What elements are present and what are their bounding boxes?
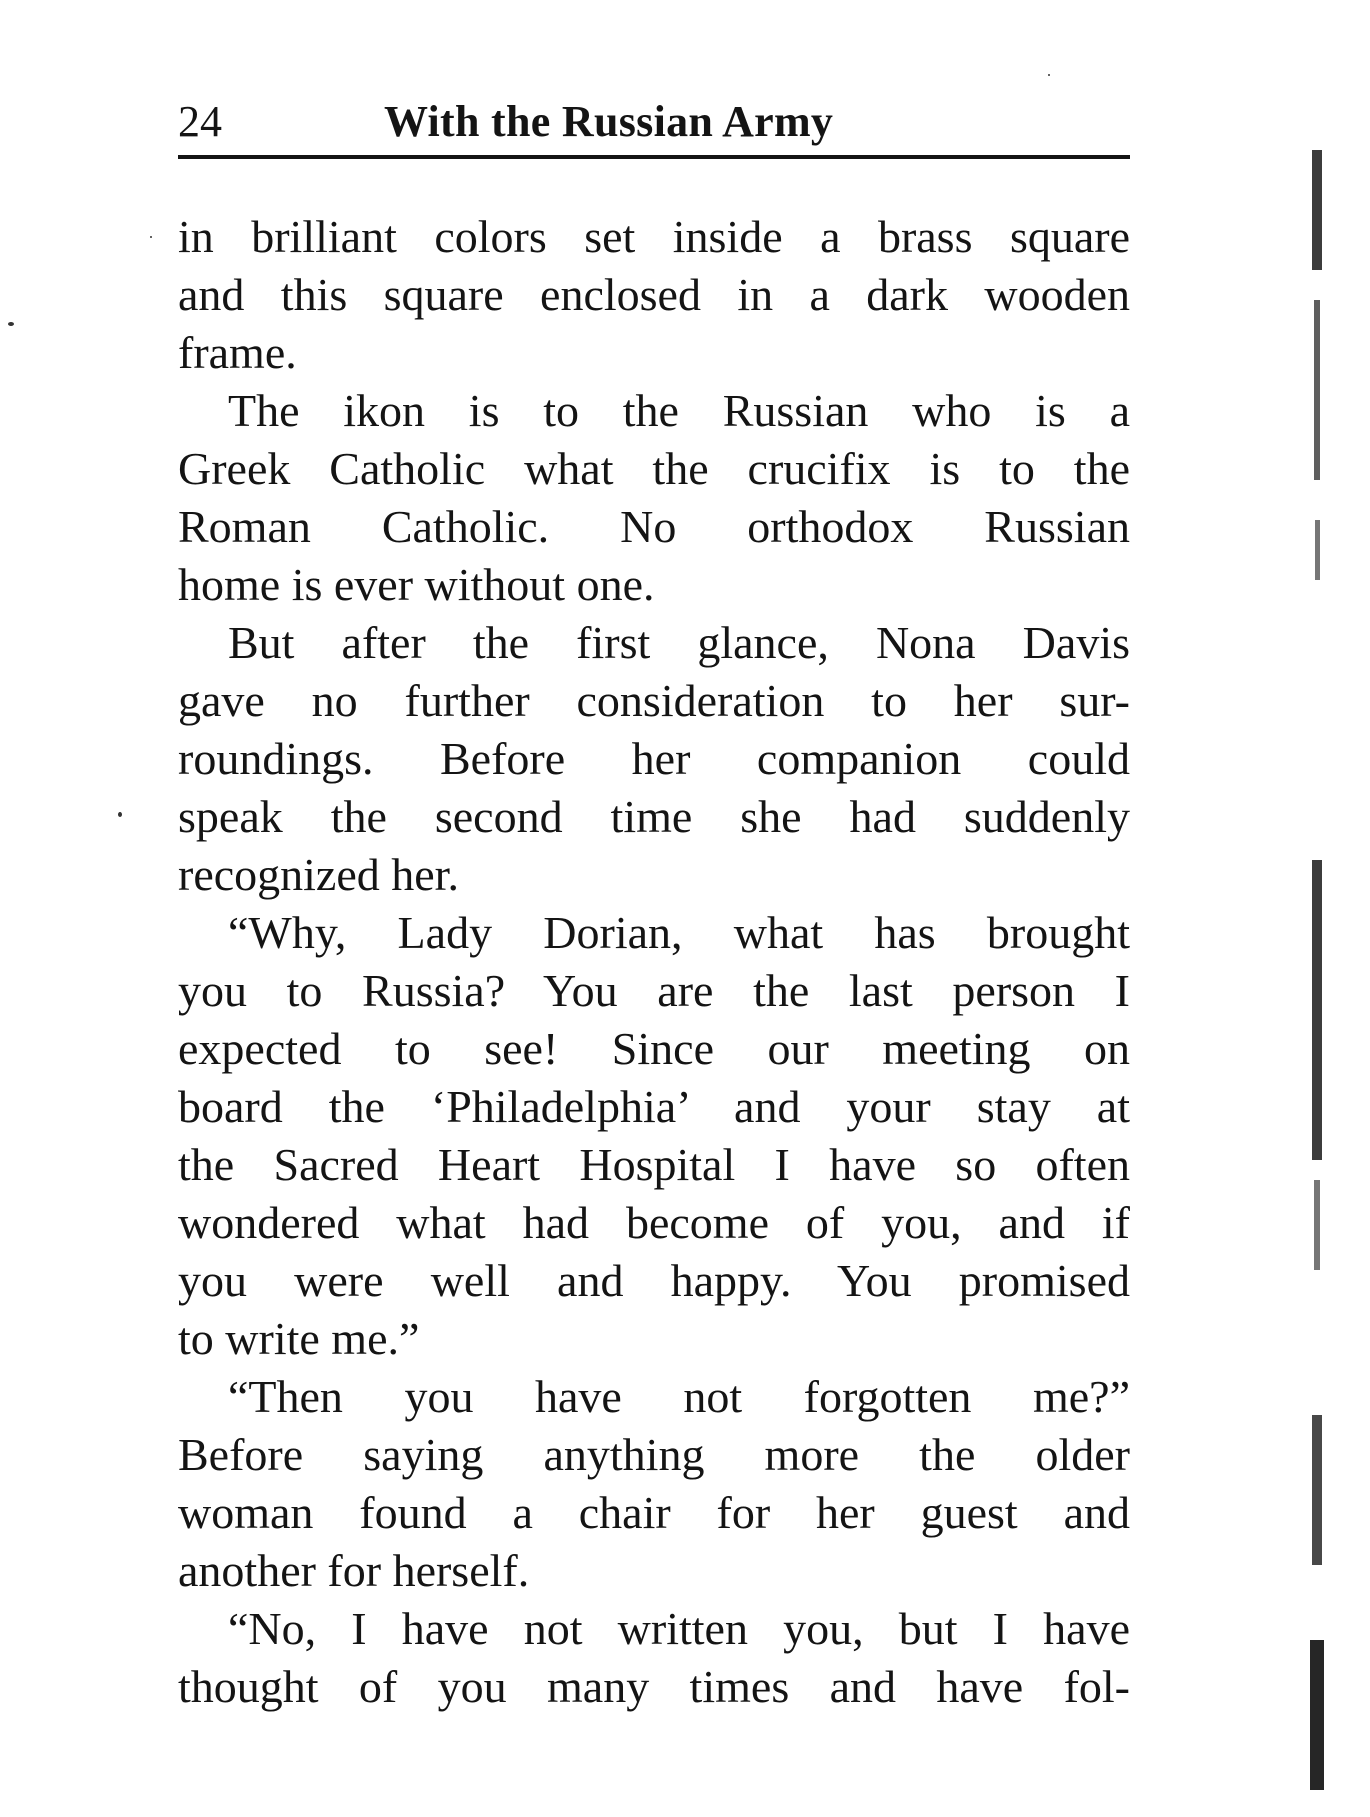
text-line: “Why, Lady Dorian, what has brought <box>228 907 1130 958</box>
paragraph <box>178 904 1130 1368</box>
body-text <box>178 208 1130 1716</box>
text-line: and this square enclosed in a dark wooden <box>178 269 1130 320</box>
text-line: “No, I have not written you, but I have <box>228 1603 1130 1654</box>
page-number: 24 <box>178 97 222 146</box>
text-line: recognized her. <box>178 849 459 900</box>
running-title: With the Russian Army <box>384 97 834 146</box>
text-line: the Sacred Heart Hospital I have so often <box>178 1139 1130 1190</box>
text-line: Roman Catholic. No orthodox Russian <box>178 501 1130 552</box>
text-line: But after the first glance, Nona Davis <box>228 617 1130 668</box>
text-line: Before saying anything more the older <box>178 1429 1130 1480</box>
text-line: woman found a chair for her guest and <box>178 1487 1130 1538</box>
paragraph <box>178 1600 1130 1716</box>
header-rule <box>178 155 1130 159</box>
text-line: expected to see! Since our meeting on <box>178 1023 1130 1074</box>
paragraph <box>178 382 1130 614</box>
text-line: wondered what had become of you, and if <box>178 1197 1130 1248</box>
paragraph <box>178 1368 1130 1600</box>
text-line: thought of you many times and have fol- <box>178 1661 1130 1712</box>
paragraph <box>178 208 1130 382</box>
paragraph <box>178 614 1130 904</box>
text-line: to write me.” <box>178 1313 420 1364</box>
text-line: in brilliant colors set inside a brass square <box>178 211 1130 262</box>
text-line: frame. <box>178 327 297 378</box>
text-line: you to Russia? You are the last person I <box>178 965 1130 1016</box>
text-line: speak the second time she had suddenly <box>178 791 1130 842</box>
text-line: gave no further consideration to her sur- <box>178 675 1130 726</box>
text-line: The ikon is to the Russian who is a <box>228 385 1130 436</box>
text-line: you were well and happy. You promised <box>178 1255 1130 1306</box>
text-line: board the ‘Philadelphia’ and your stay at <box>178 1081 1130 1132</box>
text-line: “Then you have not forgotten me?” <box>228 1371 1130 1422</box>
text-line: roundings. Before her companion could <box>178 733 1130 784</box>
text-line: home is ever without one. <box>178 559 655 610</box>
text-line: Greek Catholic what the crucifix is to the <box>178 443 1130 494</box>
text-line: another for herself. <box>178 1545 530 1596</box>
running-head <box>178 92 1130 152</box>
